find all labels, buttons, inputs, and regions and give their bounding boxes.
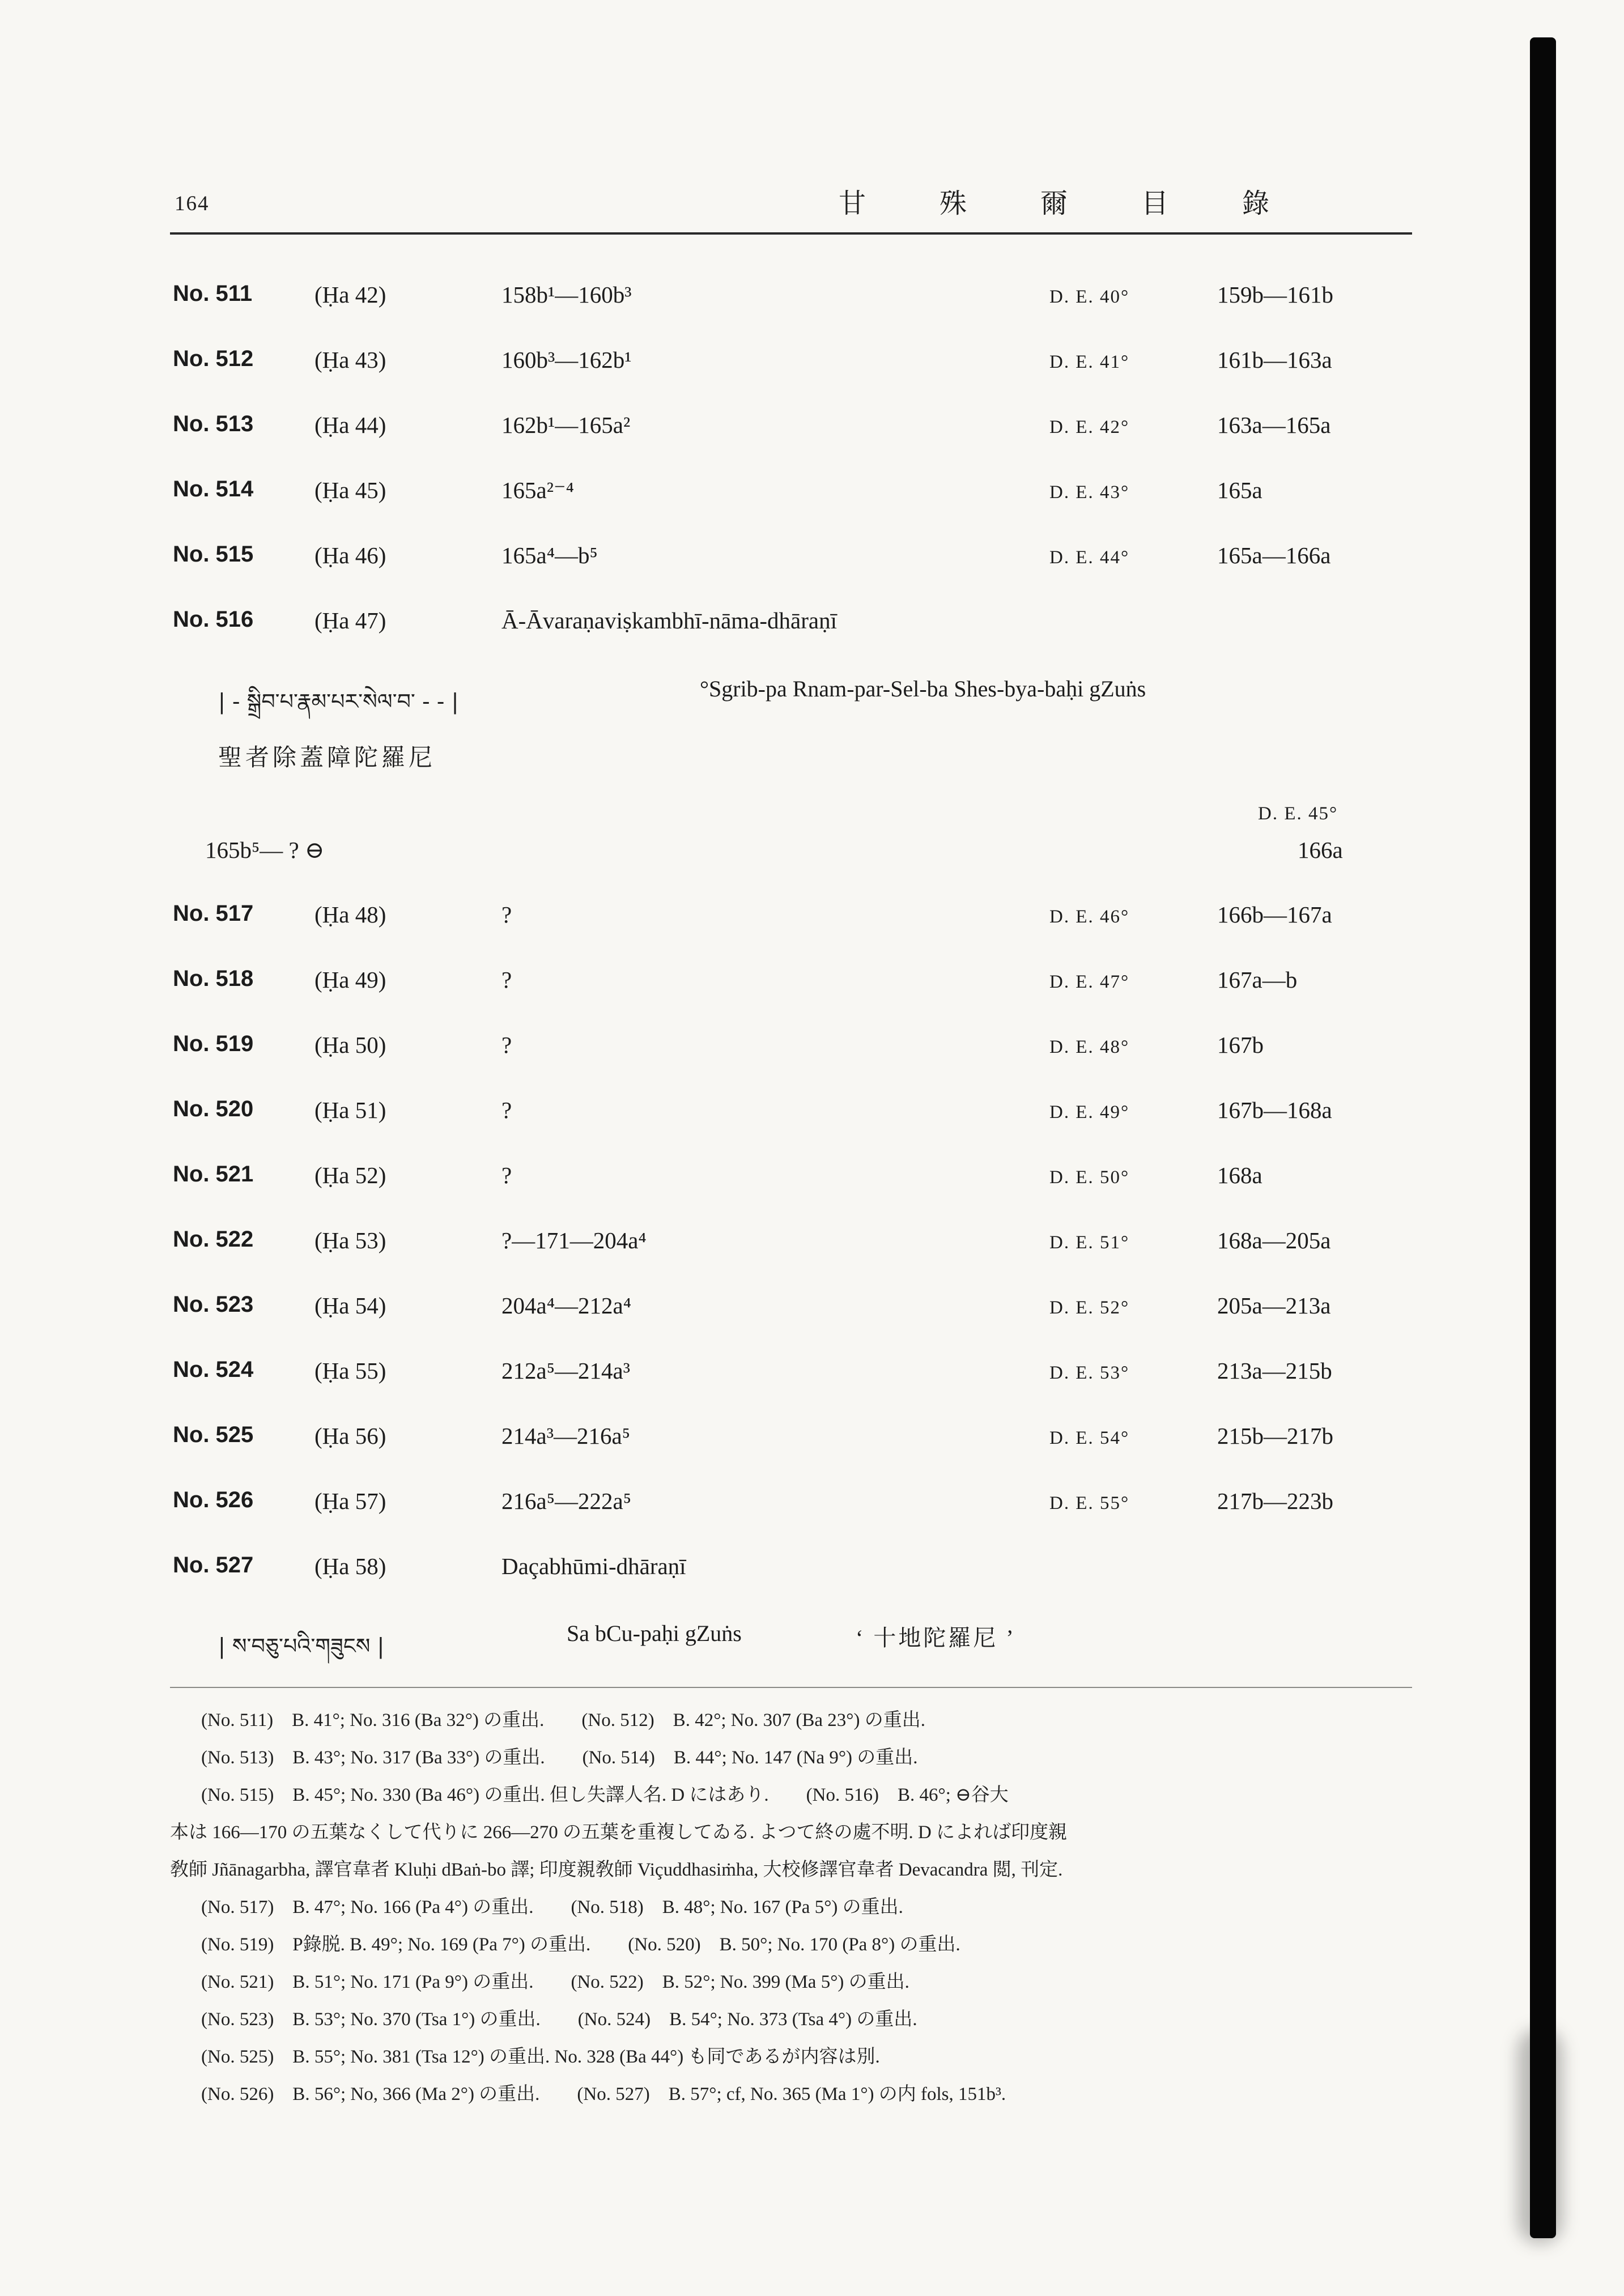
entry-table-top (170, 281, 1412, 607)
entry-folio-range: ?—171—204a⁴ (501, 1227, 647, 1253)
entry-de-ref: D. E. 44° (1049, 547, 1130, 568)
entry-de-folios: 163a—165a (1217, 412, 1331, 438)
entry-number: No. 521 (173, 1162, 254, 1187)
entry-516-de-line (170, 796, 1412, 836)
entry-516-chinese-line (170, 739, 1412, 796)
entry-516-folio-line (170, 836, 1412, 891)
entry-number: No. 527 (173, 1553, 254, 1578)
entry-number: No. 511 (173, 281, 253, 306)
entry-de-ref: D. E. 50° (1049, 1167, 1130, 1188)
entry-de-ref: D. E. 53° (1049, 1363, 1130, 1383)
table-row (170, 477, 1412, 542)
entry-de-ref: D. E. 48° (1049, 1037, 1130, 1057)
entry-volume: (Ḥa 52) (314, 1162, 386, 1188)
entry-de-folios: 165a (1217, 477, 1262, 503)
entry-volume: (Ḥa 49) (314, 967, 386, 993)
entry-de-ref: D. E. 52° (1049, 1298, 1130, 1318)
entry-de-ref: D. E. 55° (1049, 1493, 1130, 1513)
entry-de-folios: 217b—223b (1217, 1488, 1333, 1514)
entry-volume: (Ḥa 54) (314, 1292, 386, 1319)
entry-volume: (Ḥa 56) (314, 1423, 386, 1449)
entry-527-tibetan-line (170, 1620, 1412, 1678)
footnote-line: 敎師 Jñānagarbha, 譯官韋者 Kluḥi dBaṅ-bo 譯; 印度親敎師 Viçuddhasiṁha, 大校修譯官韋者 Devacandra 閲, 刊定. (170, 1860, 1063, 1880)
entry-number: No. 512 (173, 346, 254, 371)
entry-volume: (Ḥa 47) (314, 607, 386, 633)
entry-volume: (Ḥa 48) (314, 902, 386, 928)
table-row (170, 966, 1412, 1031)
entry-folio-range: ? (501, 967, 512, 993)
table-row (170, 1487, 1412, 1553)
entry-de-ref: D. E. 54° (1049, 1428, 1130, 1448)
entry-de-folios: 166a (1298, 837, 1343, 863)
table-row (170, 901, 1412, 966)
entry-de-folios: 161b—163a (1217, 347, 1332, 373)
tibetan-script: | ས་བཅུ་པའི་གཟུངས | (218, 1634, 385, 1659)
entry-de-folios: 159b—161b (1217, 282, 1333, 308)
table-row-527 (170, 1553, 1412, 1618)
entry-folio-range: 212a⁵—214a³ (501, 1358, 630, 1384)
page-title: 甘殊爾目錄 (839, 189, 1344, 219)
footnote-rule (170, 1687, 1412, 1688)
entry-de-folios: 166b—167a (1217, 902, 1332, 928)
footnote-line: (No. 526) B. 56°; No, 366 (Ma 2°) の重出. (No. 527) B. 57°; cf, No. 365 (Ma 1°) の内 fols, 151b³. (201, 2084, 1006, 2104)
footnote-line: (No. 511) B. 41°; No. 316 (Ba 32°) の重出. (No. 512) B. 42°; No. 307 (Ba 23°) の重出. (201, 1710, 925, 1730)
entry-folio-range: 165b⁵— ? ⊖ (205, 837, 325, 863)
chinese-title: 聖者除蓋障陀羅尼 (218, 745, 436, 771)
entry-de-folios: 205a—213a (1217, 1292, 1331, 1319)
entry-de-ref: D. E. 45° (1258, 803, 1338, 824)
entry-sanskrit-title: Ā-Āvaraṇaviṣkambhī-nāma-dhāraṇī (501, 607, 837, 633)
table-row (170, 1031, 1412, 1096)
table-row (170, 1227, 1412, 1292)
entry-number: No. 526 (173, 1487, 254, 1512)
entry-de-folios: 167b (1217, 1032, 1264, 1058)
table-row-516 (170, 607, 1412, 672)
chinese-title: ‘ 十地陀羅尼 ’ (856, 1625, 1016, 1651)
page-header (170, 180, 1412, 221)
entry-number: No. 523 (173, 1292, 254, 1317)
table-row (170, 346, 1412, 411)
footnote-line: (No. 521) B. 51°; No. 171 (Pa 9°) の重出. (No. 522) B. 52°; No. 399 (Ma 5°) の重出. (201, 1972, 909, 1992)
entry-de-ref: D. E. 51° (1049, 1232, 1130, 1253)
footnote-line: (No. 523) B. 53°; No. 370 (Tsa 1°) の重出. (No. 524) B. 54°; No. 373 (Tsa 4°) の重出. (201, 2009, 917, 2030)
entry-folio-range: 165a²⁻⁴ (501, 477, 574, 503)
entry-number: No. 513 (173, 411, 254, 436)
entry-volume: (Ḥa 45) (314, 477, 386, 503)
book-binding-shadow (1530, 37, 1556, 2238)
tibetan-transliteration: Sa bCu-paḥi gZuṅs (567, 1621, 742, 1646)
table-row (170, 1096, 1412, 1162)
footnote-line: 本は 166—170 の五葉なくして代りに 266—270 の五葉を重複してゐる. よつて終の處不明. D によれば印度親 (170, 1822, 1068, 1843)
entry-number: No. 515 (173, 542, 254, 567)
table-row (170, 1422, 1412, 1487)
entry-number: No. 514 (173, 477, 254, 501)
entry-sanskrit-title: Daçabhūmi-dhāraṇī (501, 1553, 686, 1579)
entry-de-ref: D. E. 41° (1049, 352, 1130, 372)
entry-volume: (Ḥa 53) (314, 1227, 386, 1253)
table-row (170, 281, 1412, 346)
entry-de-folios: 168a (1217, 1162, 1262, 1188)
entry-table-mid (170, 901, 1412, 1553)
entry-folio-range: ? (501, 1032, 512, 1058)
entry-de-ref: D. E. 46° (1049, 907, 1130, 927)
entry-de-folios: 213a—215b (1217, 1358, 1332, 1384)
entry-folio-range: ? (501, 1162, 512, 1188)
entry-number: No. 525 (173, 1422, 254, 1447)
footnote-line: (No. 519) P錄脱. B. 49°; No. 169 (Pa 7°) の重出. (No. 520) B. 50°; No. 170 (Pa 8°) の重出. (201, 1934, 960, 1955)
entry-number: No. 517 (173, 901, 254, 926)
entry-de-ref: D. E. 42° (1049, 417, 1130, 437)
entry-volume: (Ḥa 55) (314, 1358, 386, 1384)
entry-516-tibetan-line (170, 675, 1412, 739)
entry-volume: (Ḥa 58) (314, 1553, 386, 1579)
entry-volume: (Ḥa 43) (314, 347, 386, 373)
entry-number: No. 524 (173, 1357, 254, 1382)
entry-volume: (Ḥa 51) (314, 1097, 386, 1123)
entry-volume: (Ḥa 42) (314, 282, 386, 308)
tibetan-script: | - སྒྲིབ་པ་རྣམ་པར་སེལ་བ་ - - | (218, 689, 459, 714)
entry-volume: (Ḥa 44) (314, 412, 386, 438)
entry-volume: (Ḥa 50) (314, 1032, 386, 1058)
table-row (170, 1357, 1412, 1422)
footnote-line: (No. 525) B. 55°; No. 381 (Tsa 12°) の重出. No. 328 (Ba 44°) も同であるが内容は別. (201, 2047, 880, 2067)
entry-de-ref: D. E. 40° (1049, 287, 1130, 307)
entry-volume: (Ḥa 57) (314, 1488, 386, 1514)
entry-folio-range: 204a⁴—212a⁴ (501, 1292, 631, 1319)
entry-folio-range: 214a³—216a⁵ (501, 1423, 630, 1449)
entry-folio-range: 162b¹—165a² (501, 412, 631, 438)
entry-de-folios: 167b—168a (1217, 1097, 1332, 1123)
entry-number: No. 519 (173, 1031, 254, 1056)
entry-volume: (Ḥa 46) (314, 542, 386, 568)
footnote-line: (No. 513) B. 43°; No. 317 (Ba 33°) の重出. (No. 514) B. 44°; No. 147 (Na 9°) の重出. (201, 1747, 918, 1768)
entry-number: No. 522 (173, 1227, 254, 1252)
entry-folio-range: ? (501, 902, 512, 928)
table-row (170, 542, 1412, 607)
entry-folio-range: ? (501, 1097, 512, 1123)
entry-de-folios: 215b—217b (1217, 1423, 1333, 1449)
entry-folio-range: 158b¹—160b³ (501, 282, 632, 308)
footnote-line: (No. 515) B. 45°; No. 330 (Ba 46°) の重出. 但し失譯人名. D にはあり. (No. 516) B. 46°; ⊖谷大 (201, 1785, 1009, 1805)
entry-folio-range: 160b³—162b¹ (501, 347, 632, 373)
header-rule (170, 232, 1412, 235)
entry-folio-range: 165a⁴—b⁵ (501, 542, 598, 568)
footnotes-block (170, 1702, 1412, 2113)
entry-folio-range: 216a⁵—222a⁵ (501, 1488, 631, 1514)
footnote-line: (No. 517) B. 47°; No. 166 (Pa 4°) の重出. (No. 518) B. 48°; No. 167 (Pa 5°) の重出. (201, 1897, 903, 1917)
entry-number: No. 520 (173, 1096, 254, 1121)
entry-number: No. 518 (173, 966, 254, 991)
page-content (170, 180, 1412, 2113)
entry-de-ref: D. E. 47° (1049, 972, 1130, 992)
entry-de-folios: 165a—166a (1217, 542, 1331, 568)
entry-de-ref: D. E. 43° (1049, 482, 1130, 503)
entry-de-folios: 167a—b (1217, 967, 1298, 993)
table-row (170, 411, 1412, 477)
table-row (170, 1292, 1412, 1357)
entry-de-folios: 168a—205a (1217, 1227, 1331, 1253)
entry-number: No. 516 (173, 607, 254, 632)
tibetan-transliteration: °Sgrib-pa Rnam-par-Sel-ba Shes-bya-baḥi gZuṅs (700, 676, 1146, 701)
table-row (170, 1162, 1412, 1227)
entry-de-ref: D. E. 49° (1049, 1102, 1130, 1123)
page-number: 164 (175, 192, 210, 215)
